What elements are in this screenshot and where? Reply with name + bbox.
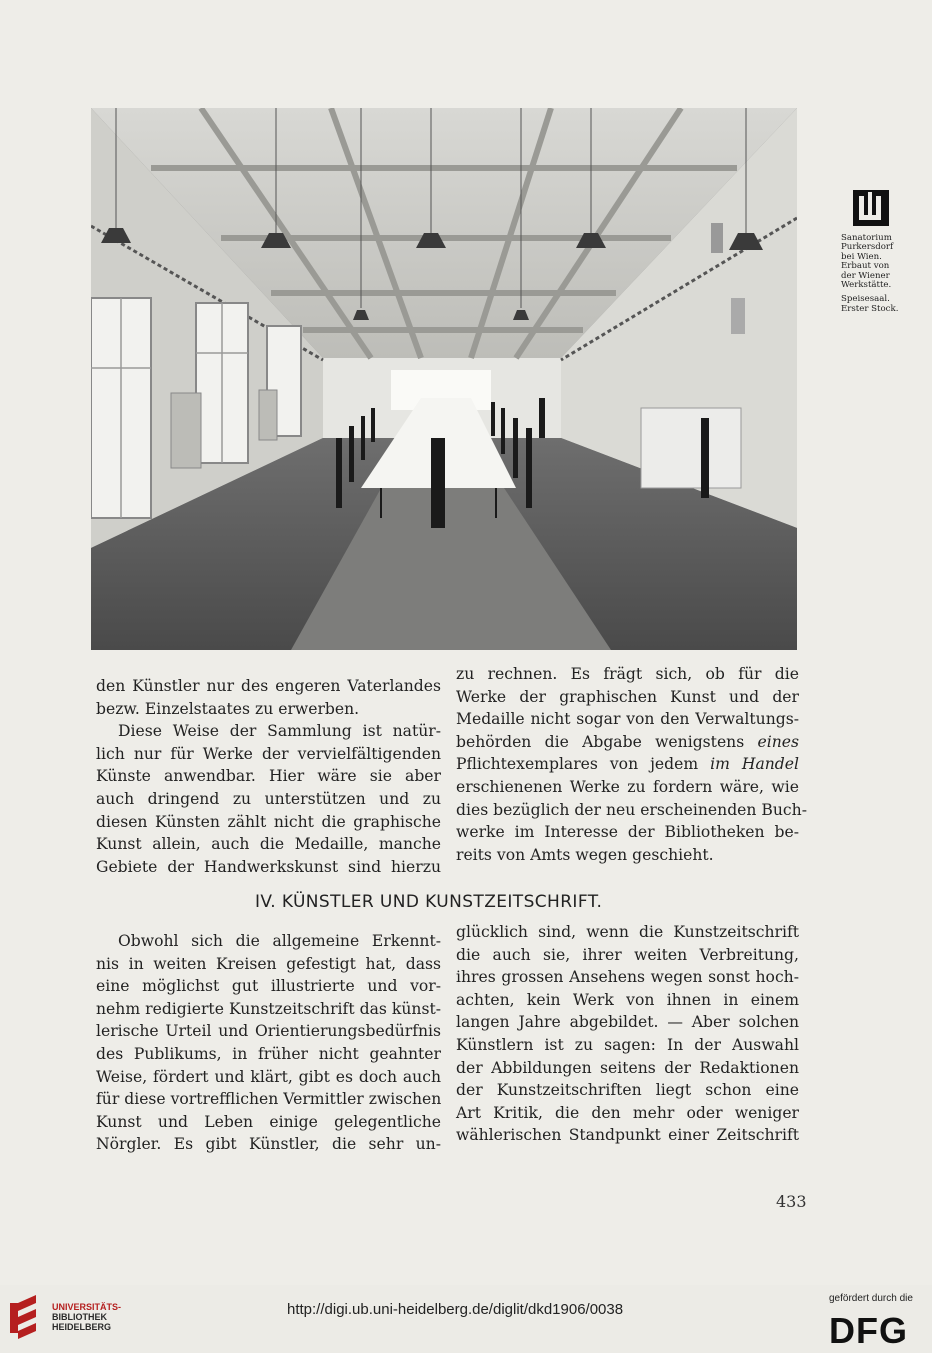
text-line: auch dringend zu unterstützen und zu	[96, 789, 441, 808]
text-line: lerische Urteil und Orientierungsbedürfnis	[96, 1022, 441, 1041]
text-column-upper-left	[96, 675, 441, 878]
text-line: Gebiete der Handwerkskunst sind hierzu	[96, 857, 441, 876]
text-column-lower-right	[456, 921, 799, 1147]
text-line: nis in weiten Kreisen gefestigt hat, dass	[96, 954, 441, 973]
text-line: Pflichtexemplares von jedem im Handel	[456, 755, 799, 774]
text-line: Medaille nicht sogar von den Verwaltungs-	[456, 710, 799, 729]
caption-line: Sanatorium	[841, 233, 892, 243]
text-line: dies bezüglich der neu erscheinenden Buch-	[456, 800, 807, 819]
text-line: Diese Weise der Sammlung ist natür-	[118, 722, 441, 741]
text-line: bezw. Einzelstaates zu erwerben.	[96, 699, 360, 718]
text-line: Kunst allein, auch die Medaille, manche	[96, 835, 441, 854]
viewer-footer	[0, 1285, 932, 1353]
caption-line: Erbaut von	[841, 261, 890, 272]
text-line: Werke der graphischen Kunst und der	[456, 687, 799, 706]
text-line: den Künstler nur des engeren Vaterlandes	[96, 677, 441, 695]
emphasis: eines	[757, 732, 799, 751]
library-line: UNIVERSITÄTS-	[52, 1302, 122, 1312]
text-line: nehm redigierte Kunstzeitschrift das künst-	[96, 999, 441, 1018]
ornament-border-top	[58, 69, 836, 82]
caption-line: Speisesaal.	[841, 294, 890, 305]
text-line: reits von Amts wegen geschieht.	[456, 845, 714, 864]
text-line: erschienenen Werke zu fordern wäre, wie	[456, 777, 799, 796]
text-line: Obwohl sich die allgemeine Erkennt-	[118, 932, 441, 950]
text-line: des Publikums, in früher nicht geahnter	[96, 1044, 441, 1063]
text-line: Art Kritik, die den mehr oder weniger	[456, 1103, 799, 1122]
university-library-logo-icon	[8, 1293, 46, 1339]
source-url-link[interactable]: http://digi.ub.uni-heidelberg.de/diglit/dkd1906/0038	[287, 1301, 624, 1318]
photo-caption	[841, 234, 911, 314]
caption-line: Purkersdorf	[841, 242, 894, 253]
text-line: diesen Künsten zählt nicht die graphische	[96, 812, 441, 831]
text-line: eine möglichst gut illustrierte und vor-	[96, 977, 441, 996]
section-heading: IV. KÜNSTLER UND KUNSTZEITSCHRIFT.	[255, 892, 603, 912]
text-line: die auch sie, ihrer weiten Verbreitung,	[456, 945, 799, 964]
emphasis: im Handel	[710, 755, 799, 774]
text-column-upper-right	[456, 663, 807, 866]
caption-line: der Wiener	[841, 270, 890, 281]
ornament-border-bottom	[58, 1161, 836, 1174]
dining-hall-photo	[91, 108, 797, 650]
text-line: ihres grossen Ansehens wegen sonst hoch-	[456, 968, 799, 987]
library-line: HEIDELBERG	[52, 1322, 112, 1332]
text-line: wählerischen Standpunkt einer Zeitschrift	[456, 1126, 799, 1145]
page-number: 433	[776, 1192, 807, 1211]
text-line: Künstlern ist zu sagen: In der Auswahl	[456, 1035, 799, 1054]
text-line: werke im Interesse der Bibliotheken be-	[456, 823, 799, 842]
text-line: glücklich sind, wenn die Kunstzeitschrift	[456, 923, 799, 941]
text-line: achten, kein Werk von ihnen in einem	[456, 990, 799, 1009]
text-column-lower-left	[96, 930, 441, 1156]
text-line: zu rechnen. Es frägt sich, ob für die	[456, 665, 799, 683]
library-line: BIBLIOTHEK	[52, 1312, 107, 1322]
text-line: Künste anwendbar. Hier wäre sie aber	[96, 767, 441, 786]
wiener-werkstaette-monogram-icon	[851, 188, 891, 228]
text-line: behörden die Abgabe wenigstens eines	[456, 732, 799, 751]
caption-line: Erster Stock.	[841, 303, 899, 314]
ornament-border-right	[822, 69, 835, 1174]
university-library-name	[52, 1302, 121, 1332]
dfg-logo: DFG	[829, 1310, 908, 1351]
text-line: Weise, fördert und klärt, gibt es doch auch	[96, 1067, 441, 1086]
funding-note: gefördert durch die	[829, 1293, 913, 1304]
text-line: Kunst und Leben einige gelegentliche	[96, 1112, 441, 1131]
text-line: lich nur für Werke der vervielfältigenden	[96, 744, 441, 763]
caption-line: Werkstätte.	[841, 280, 892, 291]
text-line: der Kunstzeitschriften liegt schon eine	[456, 1081, 799, 1100]
text-line: für diese vortrefflichen Vermittler zwischen	[96, 1090, 442, 1109]
text-line: langen Jahre abgebildet. — Aber solchen	[456, 1013, 799, 1032]
ornament-border-left	[55, 69, 68, 1174]
text-line: der Abbildungen seitens der Redaktionen	[456, 1058, 799, 1077]
text-line: Nörgler. Es gibt Künstler, die sehr un-	[96, 1135, 441, 1154]
caption-line: bei Wien.	[841, 251, 882, 262]
